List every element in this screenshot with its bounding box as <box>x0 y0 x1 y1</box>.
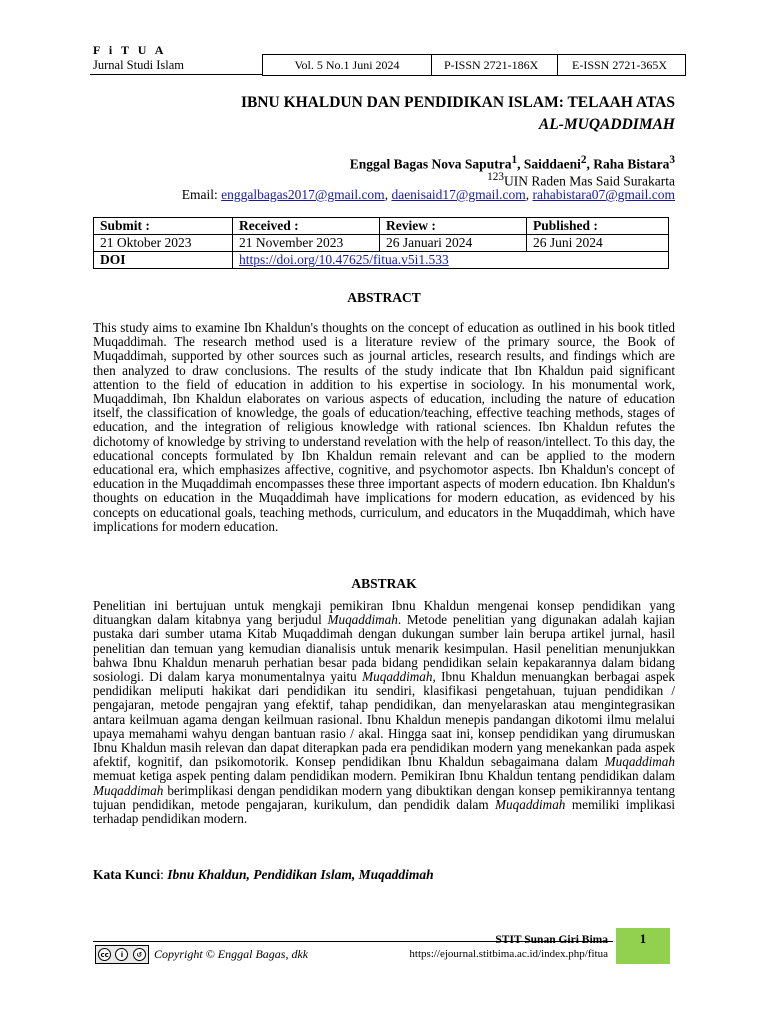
keywords <box>93 867 434 883</box>
sa-icon: ↺ <box>133 948 146 961</box>
page-number: 1 <box>616 928 670 964</box>
doi-label: DOI <box>94 252 233 269</box>
author-3: Raha Bistara <box>593 156 670 172</box>
email-line: Email: enggalbagas2017@gmail.com, daenisaid17@gmail.com, rahabistara07@gmail.com <box>181 187 675 202</box>
abstract-text: This study aims to examine Ibn Khaldun's thoughts on the concept of education as outlined in his book titled Muqaddimah. The research method used is a literature review of the primary source, the Book of Muqaddimah, supported by other sources such as journal articles, research results, and findings which are then analyzed to draw conclusions. The results of the study indicate that Ibn Khaldun paid significant attention to the field of education in addition to his expertise in sociology. In his monumental work, Muqaddimah, Ibn Khaldun elaborates on various aspects of education, including the nature of education itself, the classification of knowledge, the goals of education/teaching, effective teaching methods, stages of education, and the integration of religious knowledge with rational sciences. Ibn Khaldun refutes the dichotomy of knowledge by striving to understand revelation with the help of reason/intellect. To this day, the educational concepts formulated by Ibn Khaldun remain relevant and can be applied to the modern educational era, which emphasizes affective, cognitive, and psychomotor aspects. Ibn Khaldun's concept of education in the Muqaddimah encompasses these three important aspects of modern education. Ibn Khaldun's thoughts on education in the Muqaddimah have implications for modern education, as evidenced by his concepts on educational goals, teaching methods, curriculum, and educators in the Muqaddimah, which have implications for modern education. <box>93 320 675 534</box>
abstrak-part-4: memuat ketiga aspek penting dalam pendidikan modern. Pemikiran Ibnu Khaldun tentang pendidikan dalam <box>93 768 675 784</box>
cc-license-badge <box>95 945 149 964</box>
p-issn-box: P-ISSN 2721-186X <box>431 55 557 75</box>
title-line-1: IBNU KHALDUN DAN PENDIDIKAN ISLAM: TELAAH ATAS <box>240 94 675 111</box>
by-icon: i <box>115 948 128 961</box>
affiliation-text: UIN Raden Mas Said Surakarta <box>504 173 675 189</box>
journal-url[interactable]: https://ejournal.stitbima.ac.id/index.php/fitua <box>409 948 608 960</box>
abstrak-part-2: . Metode penelitian yang digunakan adalah kajian pustaka dari sumber utama Kitab Muqaddimah dengan dukungan sumber lain berupa artikel jurnal, hasil penelitian dan temuan yang kemudian dianalisis untuk menarik kesimpulan. Hasil penelitian menunjukkan bahwa Ibnu Khaldun menaruh perhatian besar pada bidang pendidikan selain kepakarannya dalam bidang sosiologi. Di dalam karya monumentalnya yaitu <box>93 612 676 685</box>
submit-header: Submit : <box>94 218 233 235</box>
copyright: Copyright © Enggal Bagas, dkk <box>154 947 309 961</box>
abstrak-part-6: memiliki implikasi terhadap pendidikan modern. <box>93 796 675 827</box>
publisher: STIT Sunan Giri Bima <box>495 934 608 946</box>
email-link-2[interactable]: daenisaid17@gmail.com <box>391 187 526 202</box>
review-header: Review : <box>380 218 527 235</box>
email-link-1[interactable]: enggalbagas2017@gmail.com <box>221 187 385 202</box>
table-row <box>94 235 669 252</box>
abstrak-part-1: Penelitian ini bertujuan untuk mengkaji pemikiran Ibnu Khaldun mengenai konsep pendidikan yang dituangkan dalam kitabnya yang berjudul <box>93 598 675 628</box>
e-issn-box: E-ISSN 2721-365X <box>557 55 685 75</box>
abstrak-part-3: Ibnu Khaldun menuangkan berbagai aspek pendidikan meliputi hakikat dari pendidikan itu sendiri, klasifikasi pengetahuan, tujuan pendidikan / pengajaran, metode pengajran yang efektif, tahap pendidikan, dan menyelaraskan atau mengintegrasikan antara keilmuan agama dengan keilmuan rasional. Ibnu Khaldun menepis pandangan dikotomi ilmu melalui upaya memahami wahyu dengan bantuan rasio / akal. Hingga saat ini, konsep pendidikan yang dirumuskan Ibnu Khaldun masih relevan dan dapat diterapkan pada era pendidikan modern yang menekankan pada aspek afektif, kognitif, dan psikomotorik. Konsep pendidikan Ibnu Khaldun sebagaimana dalam <box>93 669 675 770</box>
abstrak-italic-1: Muqaddimah <box>327 612 398 628</box>
volume-box: Vol. 5 No.1 Juni 2024 <box>294 57 400 72</box>
abstrak-italic-4: Muqaddimah <box>93 782 164 798</box>
abstract-heading: ABSTRACT <box>347 290 421 305</box>
published-header: Published : <box>527 218 669 235</box>
abstrak-italic-3: Muqaddimah <box>604 754 675 770</box>
abstrak-part-5: berimplikasi dengan pendidikan modern yang dibuktikan dengan konsep pemikirannya tentang tujuan pendidikan, metode pengajaran, kurikulum, dan pendidik dalam <box>93 782 675 812</box>
keywords-value: Ibnu Khaldun, Pendidikan Islam, Muqaddimah <box>167 867 434 882</box>
header-info-boxes <box>262 54 686 76</box>
author-3-sup: 3 <box>669 154 675 166</box>
author-list: Enggal Bagas Nova Saputra$^1$, Saiddaeni$^2$, Raha Bistara$^3$ <box>349 154 675 172</box>
author-1: Enggal Bagas Nova Saputra <box>349 156 512 172</box>
keywords-label: Kata Kunci <box>93 867 161 882</box>
email-label: Email: <box>181 187 218 202</box>
keywords-colon: : <box>160 867 168 882</box>
email-link-3[interactable]: rahabistara07@gmail.com <box>532 187 675 202</box>
published-date: 26 Juni 2024 <box>527 235 669 252</box>
table-row <box>94 252 669 269</box>
journal-subtitle: Jurnal Studi Islam <box>93 58 184 72</box>
affiliation-sup: 123 <box>487 171 505 183</box>
abstrak-text <box>93 599 675 826</box>
header-rule <box>90 74 262 75</box>
doi-link[interactable]: https://doi.org/10.47625/fitua.v5i1.533 <box>239 252 449 267</box>
submission-info-table <box>93 217 669 269</box>
received-header: Received : <box>233 218 380 235</box>
paper-title <box>241 92 675 136</box>
author-1-sup: 1 <box>511 154 518 166</box>
author-2: Saiddaeni <box>523 156 581 172</box>
doi-cell <box>233 252 669 269</box>
review-date: 26 Januari 2024 <box>380 235 527 252</box>
submit-date: 21 Oktober 2023 <box>94 235 233 252</box>
journal-name: F i T U A <box>93 43 167 57</box>
cc-icon: cc <box>98 948 111 961</box>
table-row <box>94 218 669 235</box>
abstrak-italic-2: Muqaddimah, <box>362 669 436 685</box>
author-2-sup: 2 <box>580 154 587 166</box>
received-date: 21 November 2023 <box>233 235 380 252</box>
abstrak-heading: ABSTRAK <box>351 576 417 591</box>
abstrak-italic-5: Muqaddimah <box>495 796 566 812</box>
title-line-2: AL-MUQADDIMAH <box>538 116 675 133</box>
